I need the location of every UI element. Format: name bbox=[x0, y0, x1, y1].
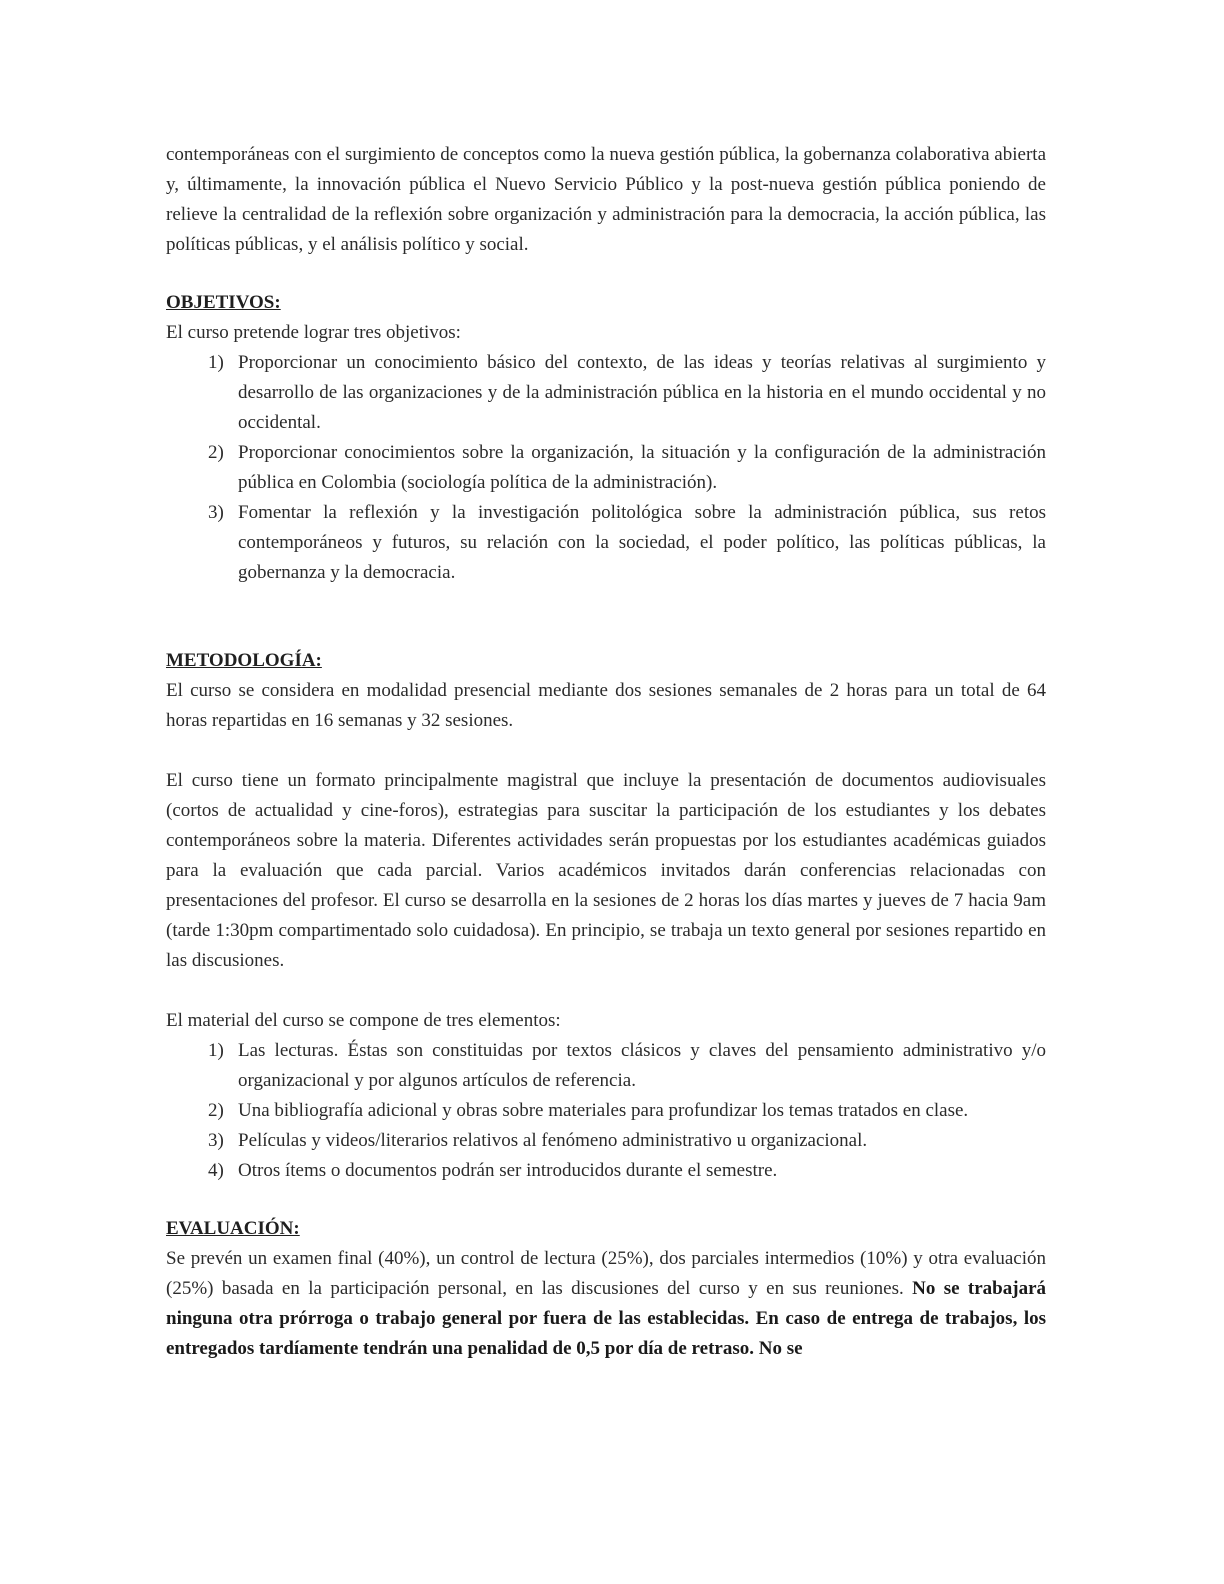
list-item bbox=[208, 348, 1046, 438]
spacer bbox=[166, 260, 1046, 288]
list-item bbox=[208, 1036, 1046, 1096]
list-number: 3) bbox=[208, 1130, 224, 1151]
objetivos-heading: OBJETIVOS: bbox=[166, 292, 281, 313]
list-item-text: Una bibliografía adicional y obras sobre materiales para profundizar los temas tratados en clase. bbox=[238, 1100, 969, 1121]
spacer bbox=[166, 588, 1046, 646]
list-item bbox=[208, 438, 1046, 498]
list-item bbox=[208, 1096, 1046, 1126]
list-item-text: Fomentar la reflexión y la investigación politológica sobre la administración pública, sus retos contemporáneos y futuros, su relación con la sociedad, el poder político, las políticas públicas, la gobernanza y la democracia. bbox=[238, 502, 1046, 583]
document-page bbox=[166, 140, 1046, 1364]
spacer bbox=[166, 1186, 1046, 1214]
objetivos-list bbox=[166, 348, 1046, 588]
list-number: 2) bbox=[208, 1100, 224, 1121]
intro-paragraph: contemporáneas con el surgimiento de conceptos como la nueva gestión pública, la gobernanza colaborativa abierta y, últimamente, la innovación pública el Nuevo Servicio Público y la post-nueva gestión pública poniendo de relieve la centralidad de la reflexión sobre organización y administración para la democracia, la acción pública, las políticas públicas, y el análisis político y social. bbox=[166, 144, 1046, 255]
metodologia-paragraph-1: El curso se considera en modalidad presencial mediante dos sesiones semanales de 2 horas para un total de 64 horas repartidas en 16 semanas y 32 sesiones. bbox=[166, 680, 1046, 731]
evaluacion-plain-text: Se prevén un examen final (40%), un control de lectura (25%), dos parciales intermedios (10%) y otra evaluación (25%) basada en la participación personal, en las discusiones del curso y en sus reuniones. bbox=[166, 1248, 1046, 1299]
list-number: 1) bbox=[208, 352, 224, 373]
list-number: 4) bbox=[208, 1160, 224, 1181]
list-number: 2) bbox=[208, 442, 224, 463]
evaluacion-tail-text: No se bbox=[753, 1338, 803, 1359]
list-number: 1) bbox=[208, 1040, 224, 1061]
list-item bbox=[208, 1156, 1046, 1186]
list-item-text: Proporcionar un conocimiento básico del contexto, de las ideas y teorías relativas al surgimiento y desarrollo de las organizaciones y de la administración pública en la historia en el mundo occidental y no occidental. bbox=[238, 352, 1046, 433]
metodologia-paragraph-2: El curso tiene un formato principalmente magistral que incluye la presentación de documentos audiovisuales (cortos de actualidad y cine-foros), estrategias para suscitar la participación de los estudiantes y los debates contemporáneos sobre la materia. Diferentes actividades serán propuestas por los estudiantes académicas guiados para la evaluación que cada parcial. Varios académicos invitados darán conferencias relacionadas con presentaciones del profesor. El curso se desarrolla en la sesiones de 2 horas los días martes y jueves de 7 hacia 9am (tarde 1:30pm compartimentado solo cuidadosa). En principio, se trabaja un texto general por sesiones repartido en las discusiones. bbox=[166, 770, 1046, 971]
list-item bbox=[208, 1126, 1046, 1156]
list-item-text: Películas y videos/literarios relativos al fenómeno administrativo u organizacional. bbox=[238, 1130, 868, 1151]
evaluacion-bold-text: No se trabajará ninguna otra prórroga o trabajo general por fuera de las establecidas. En caso de entrega de trabajos, los entregados tardíamente tendrán una penalidad de 0,5 por día de retraso. bbox=[166, 1278, 1047, 1359]
metodologia-heading: METODOLOGÍA: bbox=[166, 650, 322, 671]
list-item-text: Otros ítems o documentos podrán ser introducidos durante el semestre. bbox=[238, 1160, 778, 1181]
list-item bbox=[208, 498, 1046, 588]
metodologia-paragraph-3: El material del curso se compone de tres elementos: bbox=[166, 1010, 561, 1031]
spacer bbox=[166, 976, 1046, 1006]
list-item-text: Proporcionar conocimientos sobre la organización, la situación y la configuración de la administración pública en Colombia (sociología política de la administración). bbox=[238, 442, 1046, 493]
list-item-text: Las lecturas. Éstas son constituidas por textos clásicos y claves del pensamiento administrativo y/o organizacional y por algunos artículos de referencia. bbox=[238, 1040, 1046, 1091]
evaluacion-paragraph bbox=[166, 1244, 1046, 1364]
material-list bbox=[166, 1036, 1046, 1186]
evaluacion-heading: EVALUACIÓN: bbox=[166, 1218, 300, 1239]
list-number: 3) bbox=[208, 502, 224, 523]
objetivos-intro: El curso pretende lograr tres objetivos: bbox=[166, 322, 461, 343]
spacer bbox=[166, 736, 1046, 766]
